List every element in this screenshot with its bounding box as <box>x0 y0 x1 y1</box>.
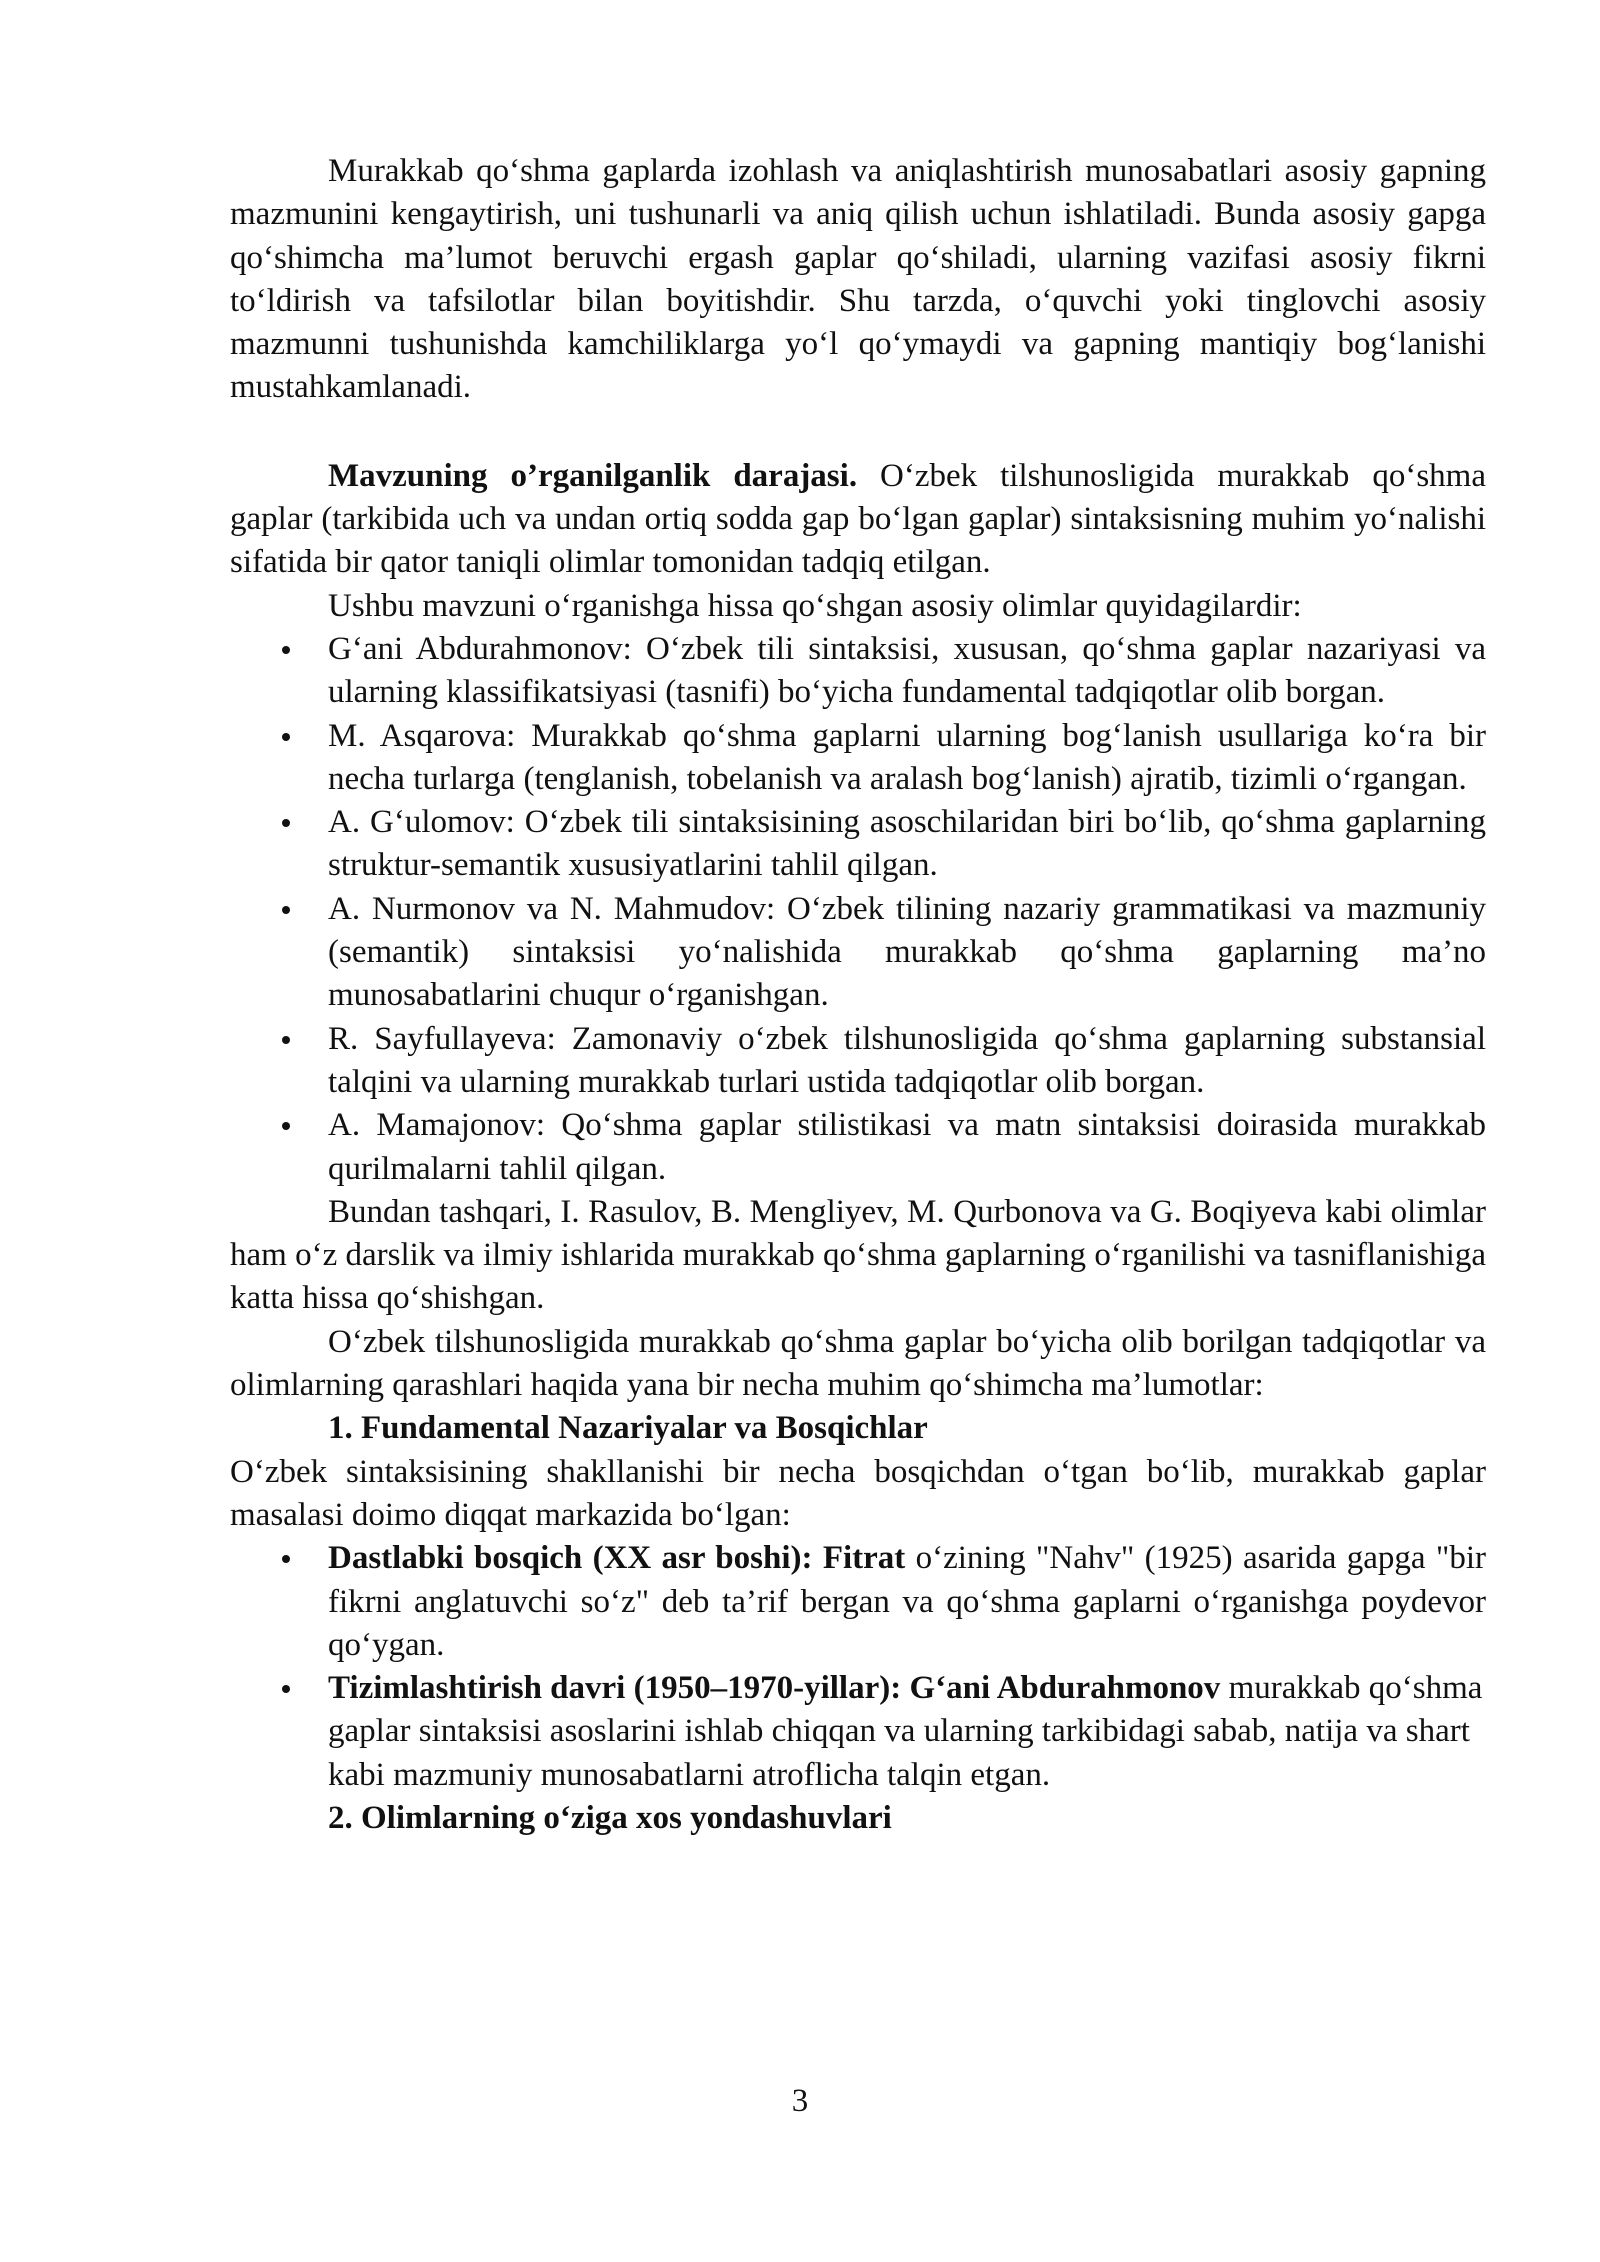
bullet-icon <box>282 1685 290 1693</box>
section-title-study-level: Mavzuning o’rganilganlik darajasi. <box>328 457 858 494</box>
paragraph-scholars-intro: Ushbu mavzuni o‘rganishga hissa qo‘shgan asosiy olimlar quyidagilardir: <box>328 587 1302 624</box>
paragraph-additional-info: O‘zbek tilshunosligida murakkab qo‘shma gaplar bo‘yicha olib borilgan tadqiqotlar va olimlarning qarashlari haqida yana bir necha muhim qo‘shimcha ma’lumotlar: <box>230 1323 1486 1404</box>
paragraph-study-level <box>230 455 1486 585</box>
stages-list <box>230 1537 1486 1797</box>
list-item: A. Nurmonov va N. Mahmudov: O‘zbek tilining nazariy grammatikasi va mazmuniy (semantik) sintaksisi yo‘nalishida murakkab qo‘shma gaplarning ma’no munosabatlarini chuqur o‘rganishgan. <box>230 888 1486 1018</box>
bullet-icon <box>282 906 290 914</box>
section-heading-1: 1. Fundamental Nazariyalar va Bosqichlar <box>328 1410 928 1447</box>
document-page <box>230 150 1486 1840</box>
paragraph-intro: Murakkab qo‘shma gaplarda izohlash va aniqlashtirish munosabatlari asosiy gapning mazmunini kengaytirish, uni tushunarli va aniq qilish uchun ishlatiladi. Bunda asosiy gapga qo‘shimcha ma’lumot beruvchi ergash gaplar qo‘shiladi, ularning vazifasi asosiy fikrni to‘ldirish va tafsilotlar bilan boyitishdir. Shu tarzda, o‘quvchi yoki tinglovchi asosiy mazmunni tushunishda kamchiliklarga yo‘l qo‘ymaydi va gapning mantiqiy bog‘lanishi mustahkamlanadi. <box>230 153 1486 406</box>
list-item: Dastlabki bosqich (XX asr boshi): Fitrat o‘zining "Nahv" (1925) asarida gapga "bir fikrni anglatuvchi so‘z" deb ta’rif bergan va qo‘shma gaplarni o‘rganishga poydevor qo‘ygan. <box>230 1537 1486 1667</box>
bullet-icon <box>282 1036 290 1044</box>
list-item: R. Sayfullayeva: Zamonaviy o‘zbek tilshunosligida qo‘shma gaplarning substansial talqini va ularning murakkab turlari ustida tadqiqotlar olib borgan. <box>230 1018 1486 1105</box>
bullet-icon <box>282 733 290 741</box>
study-level-text: O‘zbek tilshunosligida murakkab qo‘shma gaplar (tarkibida uch va undan ortiq sodda gap bo‘lgan gaplar) sintaksisning muhim yo‘nalishi sifatida bir qator taniqli olimlar tomonidan tadqiq etilgan. <box>230 457 1486 581</box>
list-item: G‘ani Abdurahmonov: O‘zbek tili sintaksisi, xususan, qo‘shma gaplar nazariyasi va ularning klassifikatsiyasi (tasnifi) bo‘yicha fundamental tadqiqotlar olib borgan. <box>230 628 1486 715</box>
bullet-icon <box>282 1555 290 1563</box>
scholars-list <box>230 628 1486 1191</box>
paragraph-other-scholars: Bundan tashqari, I. Rasulov, B. Mengliyev, M. Qurbonova va G. Boqiyeva kabi olimlar ham o‘z darslik va ilmiy ishlarida murakkab qo‘shma gaplarning o‘rganilishi va tasniflanishiga katta hissa qo‘shishgan. <box>230 1193 1486 1317</box>
bullet-icon <box>282 819 290 827</box>
list-item: Tizimlashtirish davri (1950–1970-yillar): G‘ani Abdurahmonov murakkab qo‘shma gaplar sintaksisi asoslarini ishlab chiqqan va ularning tarkibidagi sabab, natija va shart kabi mazmuniy munosabatlarni atroflicha talqin etgan. <box>230 1667 1486 1797</box>
list-item: A. G‘ulomov: O‘zbek tili sintaksisining asoschilaridan biri bo‘lib, qo‘shma gaplarning struktur-semantik xususiyatlarini tahlil qilgan. <box>230 801 1486 888</box>
list-item: M. Asqarova: Murakkab qo‘shma gaplarni ularning bog‘lanish usullariga ko‘ra bir necha turlarga (tenglanish, tobelanish va aralash bog‘lanish) ajratib, tizimli o‘rgangan. <box>230 715 1486 802</box>
list-item: A. Mamajonov: Qo‘shma gaplar stilistikasi va matn sintaksisi doirasida murakkab qurilmalarni tahlil qilgan. <box>230 1104 1486 1191</box>
paragraph-stages-intro: O‘zbek sintaksisining shakllanishi bir necha bosqichdan o‘tgan bo‘lib, murakkab gaplar masalasi doimo diqqat markazida bo‘lgan: <box>230 1453 1486 1533</box>
bullet-icon <box>282 1122 290 1130</box>
section-heading-2: 2. Olimlarning o‘ziga xos yondashuvlari <box>328 1799 892 1836</box>
page-number: 3 <box>791 2083 809 2119</box>
bullet-icon <box>282 646 290 654</box>
